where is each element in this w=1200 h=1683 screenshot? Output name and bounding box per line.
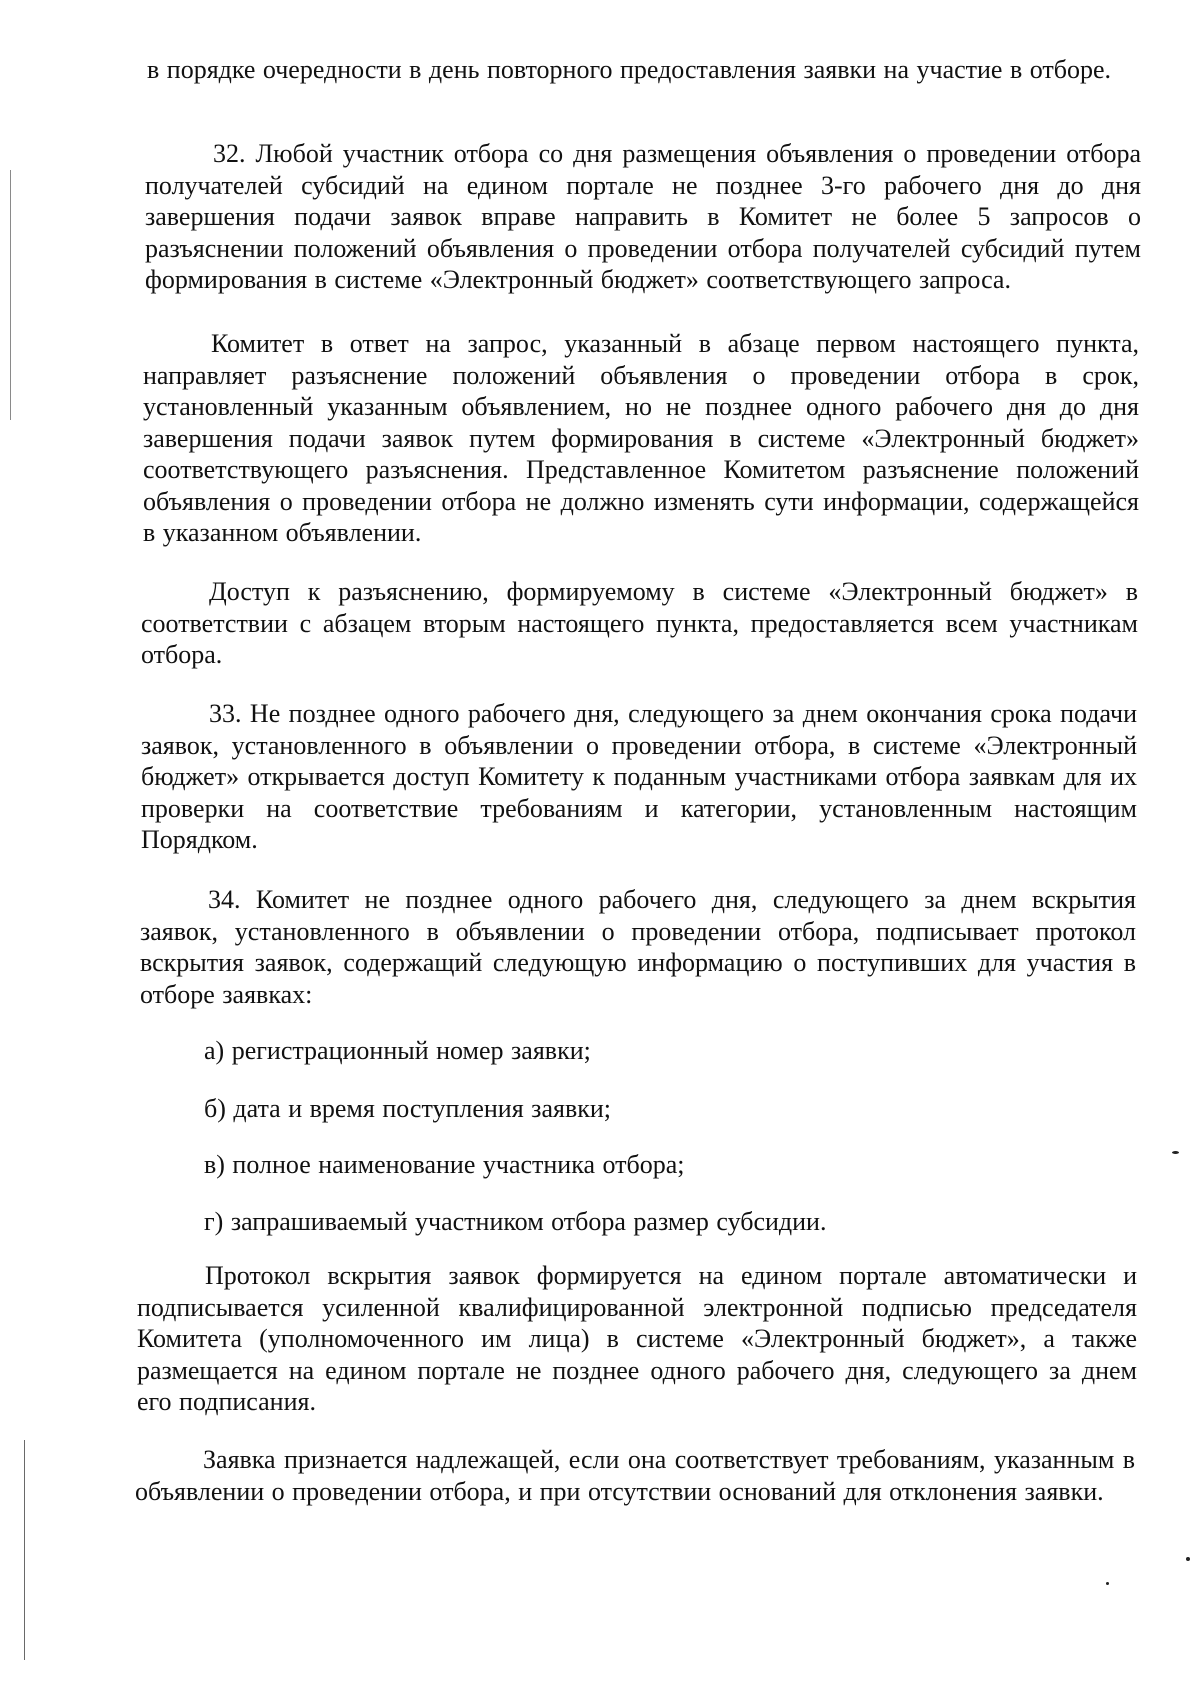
paragraph-text: Доступ к разъяснению, формируемому в системе «Электронный бюджет» в соответствии с абзацем вторым настоящего пункта, предоставляется всем участникам отбора. [141,577,1138,669]
paragraph-text: 32. Любой участник отбора со дня размещения объявления о проведении отбора получателей субсидий на едином портале не позднее 3-го рабочего дня до дня завершения подачи заявок вправе направить в Комитет не более 5 запросов о разъяснении положений объявления о проведении отбора получателей субсидий путем формирования в системе «Электронный бюджет» соответствующего запроса. [145,139,1141,294]
clause-34 [140,884,1136,1010]
application-validity-paragraph [135,1444,1135,1507]
paragraph-text: 33. Не позднее одного рабочего дня, следующего за днем окончания срока подачи заявок, установленного в объявлении о проведении отбора, в системе «Электронный бюджет» открывается доступ Комитету к поданным участниками отбора заявкам для их проверки на соответствие требованиям и категории, установленным настоящим Порядком. [141,699,1137,854]
paragraph-text: Протокол вскрытия заявок формируется на едином портале автоматически и подписывается усиленной квалифицированной электронной подписью председателя Комитета (уполномоченного им лица) в системе «Электронный бюджет», а также размещается на едином портале не позднее одного рабочего дня, следующего за днем его подписания. [137,1261,1137,1416]
paragraph-text: Комитет в ответ на запрос, указанный в абзаце первом настоящего пункта, направляет разъяснение положений объявления о проведении отбора в срок, установленный указанным объявлением, но не позднее одного рабочего дня до дня завершения подачи заявок путем формирования в системе «Электронный бюджет» соответствующего разъяснения. Представленное Комитетом разъяснение положений объявления о проведении отбора не должно изменять сути информации, содержащейся в указанном объявлении. [143,329,1139,547]
scan-margin-line [10,170,11,420]
scan-speck [1186,1557,1190,1561]
paragraph-text: 34. Комитет не позднее одного рабочего дня, следующего за днем вскрытия заявок, установленного в объявлении о проведении отбора, подписывает протокол вскрытия заявок, содержащий следующую информацию о поступивших для участия в отборе заявках: [140,885,1136,1009]
protocol-info-list [140,1035,1136,1237]
clause-32-response-paragraph [143,328,1139,549]
paragraph-text: в порядке очередности в день повторного предоставления заявки на участие в отборе. [147,55,1112,84]
protocol-publication-paragraph [137,1260,1137,1418]
paragraph-continuation [147,54,1143,86]
clause-32-access-paragraph [141,576,1138,671]
list-item: г) запрашиваемый участником отбора размер субсидии. [204,1206,827,1236]
scan-speck [1106,1582,1109,1585]
list-item: а) регистрационный номер заявки; [204,1036,591,1065]
list-item: б) дата и время поступления заявки; [204,1093,611,1123]
list-item: в) полное наименование участника отбора; [204,1150,685,1179]
clause-33 [141,698,1137,856]
paragraph-text: Заявка признается надлежащей, если она соответствует требованиям, указанным в объявлении о проведении отбора, и при отсутствии оснований для отклонения заявки. [135,1445,1135,1506]
scan-margin-line [24,1440,25,1660]
scan-speck [1172,1151,1179,1154]
clause-32 [145,138,1141,296]
